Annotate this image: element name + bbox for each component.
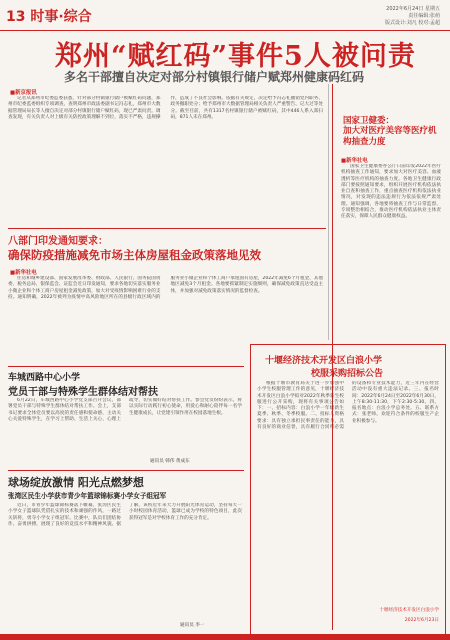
date-line: 2022年6月24日 星期五 xyxy=(386,6,440,12)
party-article-body: 6月22日，车城西路中心小学党支部召开会议，部署党员干部与特殊学生群体结对帮扶工作。会上，支部书记要求全体党员要以高度的责任感和使命感，主动关心关爱特殊学生，在学习上帮助、生活上关心、心理上疏导，切实做好结对帮扶工作。参会党员纷纷表示，将以实际行动践行初心使命，用爱心和耐心陪伴每一名学生健康成长，让党建引领作用在校园落地生根。 xyxy=(8,398,242,422)
notice-signoff-date: 2022年6月23日 xyxy=(404,618,439,623)
notice-box xyxy=(250,344,446,636)
campus-article-body: 近日，市青少年篮球锦标赛落下帷幕，张湾区民生小学女子篮球队凭借扎实的技术和顽强的作风，一路过关斩将，勇夺小学女子组冠军。比赛中，队员们团结协作、奋勇拼搏，展现了良好的竞技水平和精神风貌。据了解，该校近年来大力开展阳光体育运动，坚持每天一小时校园体育活动，篮球已成为学校的特色项目，此次获得冠军是对学校体育工作的充分肯定。 xyxy=(8,503,242,527)
campus-byline: 通讯员 李一 xyxy=(180,623,205,628)
rural-headline: 八部门印发通知要求： xyxy=(8,236,108,247)
page-section-label: 13 时事·综合 xyxy=(6,9,92,25)
lead-article-body: 记者从郑州市纪委监委获悉，针对部分村镇银行储户被赋红码问题，郑州市纪委监委组织专项调查，查明郑州市政法委副书记冯志礼，郑州市大数据管理局局长等人擅自决定对部分村镇银行储户赋红码，现已严肃问责。调查发现，有关负责人对上级有关防控政策理解不到位，落实不严格，违规操作，造成了不良社会影响。依据有关规定，决定给予冯志礼撤销党内职务、政务撤职处分；给予郑州市大数据管理局相关负责人严重警告、记大过等处分。截至目前，共有1317名村镇银行储户被赋红码，其中446人系入郑扫码，871人未在郑州。 xyxy=(8,96,323,120)
sidebar-article-body: 国家卫生健康委办公厅日前印发2022年医疗机构抽查工作通知，要求加大对医疗美容、血液透析等医疗机构的抽查力度。各地卫生健康行政部门要按照通知要求，组织开展医疗机构依法执业自查和抽查工作，重点抽查医疗机构依法执业情况，对发现的违法违规行为依法依规严肃处理。通知强调，各地要将抽查工作与日常监督、专项整治相结合，推动医疗机构依法执业主体责任落实，保障人民群众健康权益。 xyxy=(341,164,441,220)
section-divider xyxy=(8,470,244,471)
section-divider xyxy=(8,228,326,229)
party-byline: 通讯员 韩伟 黄成东 xyxy=(150,459,190,464)
notice-headline: 十堰经济技术开发区白浪小学 xyxy=(265,356,383,366)
masthead-meta xyxy=(385,6,440,27)
sidebar-section-mark: ■新华社电 xyxy=(341,158,368,164)
lead-subheadline: 多名干部擅自决定对部分村镇银行储户赋郑州健康码红码 xyxy=(64,70,365,84)
party-headline: 车城西路中心小学 xyxy=(8,373,81,383)
footer-bar xyxy=(0,634,450,640)
proof-line: 版式设计:刘凡 校对:孟超 xyxy=(385,20,440,26)
rural-article-body: 住房和城乡建设部、国家发展改革委、财政部、人民银行、国务院国资委、税务总局、银保监会、证监会近日印发通知，要求各地切实落实服务业小微企业和个体工商户房屋租金减免政策，加大对受疫情影响困难行业的支持。通知明确，2022年被列为疫情中高风险地区所在的县级行政区域内的服务业小微企业和个体工商户承租国有房屋，2022年减免6个月租金，其他地区减免3个月租金。各地要抓紧制定实施细则，确保减免政策直达受益主体，并加强对减免政策落实情况的监督检查。 xyxy=(8,276,323,300)
sidebar-kicker: 国家卫健委： xyxy=(343,116,395,126)
rural-subheadline: 确保防疫措施减免市场主体房屋租金政策落地见效 xyxy=(8,248,261,262)
page-masthead xyxy=(0,0,450,31)
campus-headline: 球场绽放激情 阳光点燃梦想 xyxy=(8,476,144,489)
section-divider xyxy=(8,366,244,367)
notice-subheadline: 校服采购招标公告 xyxy=(311,369,384,379)
editor-line: 责任编辑:张萌 xyxy=(408,13,440,19)
party-subheadline: 党员干部与特殊学生群体结对帮扶 xyxy=(8,387,158,398)
lead-headline: 郑州“赋红码”事件5人被问责 xyxy=(55,41,416,72)
sidebar-headline: 加大对医疗美容等医疗机构抽查力度 xyxy=(343,126,437,147)
lead-section-mark: ■新京报讯 xyxy=(10,90,37,96)
notice-body: 根据十堰市教育局关于进一步加强中小学生校服管理工作的意见，十堰经济技术开发区白浪小学拟对2022年秋季新生校服进行公开采购，现将有关事项公告如下：一、招标内容：白浪小学一年级新生夏季、秋季、冬季校服。二、投标人资格要求：具有独立承担民事责任的能力，具有良好的商业信誉，具有履行合同所必需的设备和专业技术能力，近三年内在经营活动中没有重大违法记录。三、报名时间：2022年6月24日至2022年6月30日，上午8:30-11:30，下午2:30-5:30。四、报名地点：白浪小学总务处。五、联系方式：张老师。欢迎符合条件的校服生产企业积极参与。 xyxy=(257,381,439,431)
rural-section-mark: ■新华社电 xyxy=(10,270,37,276)
campus-subheadline: 张湾区民生小学获市青少年篮球锦标赛小学女子组冠军 xyxy=(8,492,167,500)
notice-signoff-org: 十堰经济技术开发区白浪小学 xyxy=(379,608,439,613)
column-separator xyxy=(328,84,329,340)
